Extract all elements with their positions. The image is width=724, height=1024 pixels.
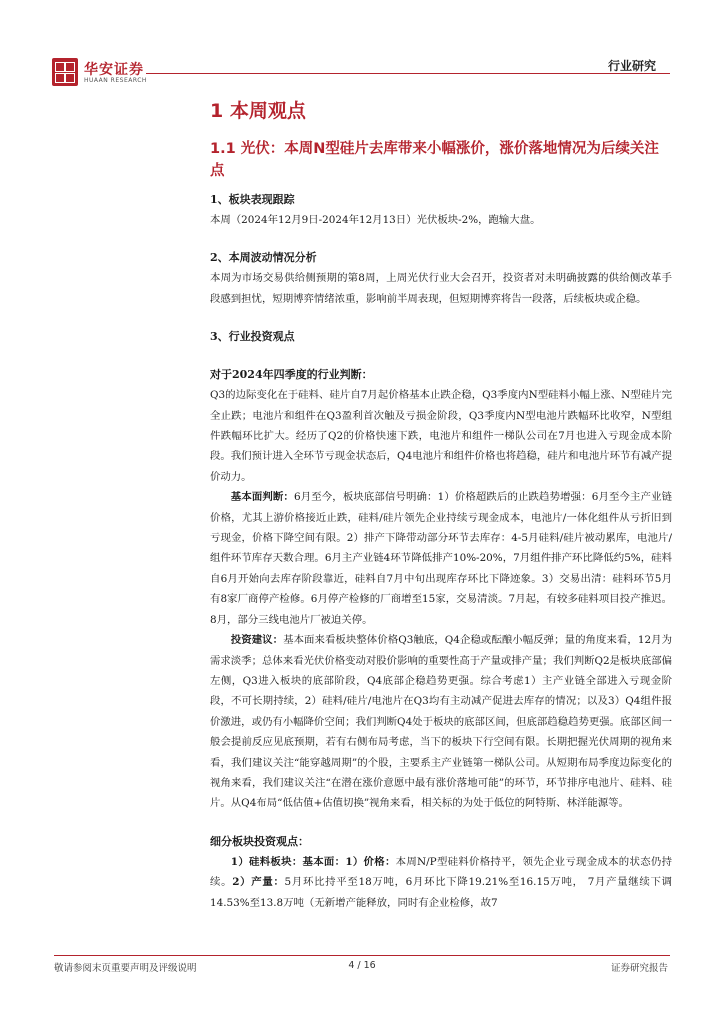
s2-text: 本周为市场交易供给侧预期的第8周，上周光伏行业大会召开，投资者对未明确披露的供给侧改革手段感到担忧，短期博弈情绪浓重，影响前半周表现，但短期博弈将告一段落，后续板块或企稳。 [210, 272, 672, 305]
silicon-label: 1）硅料板块： [230, 855, 303, 868]
s1-title: 1、板块表现跟踪 [210, 193, 295, 206]
page-header [0, 0, 724, 86]
logo-text-cn: 华安证券 [84, 62, 144, 78]
silicon-paragraph [210, 852, 672, 913]
main-content [210, 96, 672, 913]
page-number: 4 / 16 [348, 960, 376, 971]
fundamental-text: 6月至今，板块底部信号明确：1）价格超跌后的止跌趋势增强：6月至今主产业链价格，尤其上游价格接近止跌，硅料/硅片领先企业持续亏现金成本，电池片/一体化组件从亏折旧到亏现金，价格下降空间有限。2）排产下降带动部分环节去库存：4-5月硅料/硅片被动累库，电池片/组件环节库存天数合理。6月主产业链4环节降低排产10%-20%，7月组件排产环比降低约5%，硅料自6月开始向去库存阶段靠近，硅料自7月中旬出现库存环比下降迹象。3）交易出清：硅料环节5月有8家厂商停产检修。6月停产检修的厂商增至15家，交易清淡。7月起，有较多硅料项目投产推迟。8月，部分三线电池片厂被迫关停。 [210, 491, 672, 626]
investment-paragraph [210, 630, 672, 814]
subsection-heading: 1.1 光伏：本周N型硅片去库带来小幅涨价，涨价落地情况为后续关注点 [210, 141, 659, 179]
footer-report-type: 证券研究报告 [610, 963, 668, 974]
q4-title: 对于2024年四季度的行业判断： [210, 368, 373, 382]
silicon-price-label: 基本面：1）价格： [302, 855, 396, 868]
investment-label: 投资建议： [230, 634, 284, 647]
s3-title: 3、行业投资观点 [210, 330, 295, 344]
section-heading: 1 本周观点 [210, 100, 306, 122]
footer-divider [54, 955, 670, 956]
s2-title: 2、本周波动情况分析 [210, 251, 317, 265]
silicon-price-text: 本周N/P型硅料价格持平，领先企业亏现金成本的状态仍持续。 [210, 855, 672, 889]
fundamental-label: 基本面判断： [230, 491, 294, 504]
subsector-title: 细分板块投资观点： [210, 834, 309, 848]
logo-text-en: HUAAN RESEARCH [84, 77, 147, 84]
header-divider [146, 73, 670, 74]
s1-text: 本周（2024年12月9日-2024年12月13日）光伏板块-2%，跑输大盘。 [210, 214, 541, 226]
header-category: 行业研究 [607, 59, 656, 73]
q4-text: Q3的边际变化在于硅料、硅片自7月起价格基本止跌企稳，Q3季度内N型硅料小幅上涨、N型硅片完全止跌；电池片和组件在Q3盈利首次触及亏损金阶段，Q3季度内N型电池片跌幅环比收窄，N型组件跌幅环比扩大。经历了Q2的价格快速下跌，电池片和组件一梯队公司在7月也进入亏现金成本阶段。我们预计进入全环节亏现金状态后，Q4电池片和组件价格也将趋稳，硅片和电池片环节有减产提价动力。 [210, 389, 672, 483]
huaan-logo-icon [52, 58, 78, 86]
silicon-output-label: 2）产量： [232, 876, 285, 889]
investment-text: 基本面来看板块整体价格Q3触底，Q4企稳或酝酿小幅反弹；量的角度来看，12月为需求淡季；总体来看光伏价格变动对股价影响的重要性高于产量或排产量；我们判断Q2是板块底部偏左侧，Q3进入板块的底部阶段，Q4底部企稳趋势更强。综合考虑1）主产业链全部进入亏现金阶段，不可长期持续，2）硅料/硅片/电池片在Q3均有主动减产促进去库存的情况；以及3）Q4组件报价激进，或仍有小幅降价空间；我们判断Q4处于板块的底部区间，但底部趋稳趋势更强。底部区间一般会提前反应见底预期，若有右侧布局考虑，当下的板块下行空间有限。长期把握光伏周期的视角来看，我们建议关注“能穿越周期”的个股，主要系主产业链第一梯队公司。从短期布局季度边际变化的视角来看，我们建议关注“在潜在涨价意愿中最有涨价落地可能”的环节，环节排序电池片、硅料、硅片。从Q4布局“低估值+估值切换”视角来看，相关标的为处于低位的阿特斯、林洋能源等。 [210, 634, 672, 810]
fundamental-paragraph [210, 487, 672, 630]
silicon-output-text: 5月环比持平至18万吨，6月环比下降19.21%至16.15万吨， 7月产量继续下调14.53%至13.8万吨（无新增产能释放，同时有企业检修，故7 [210, 876, 672, 909]
footer-disclaimer: 敬请参阅末页重要声明及评级说明 [54, 963, 197, 974]
